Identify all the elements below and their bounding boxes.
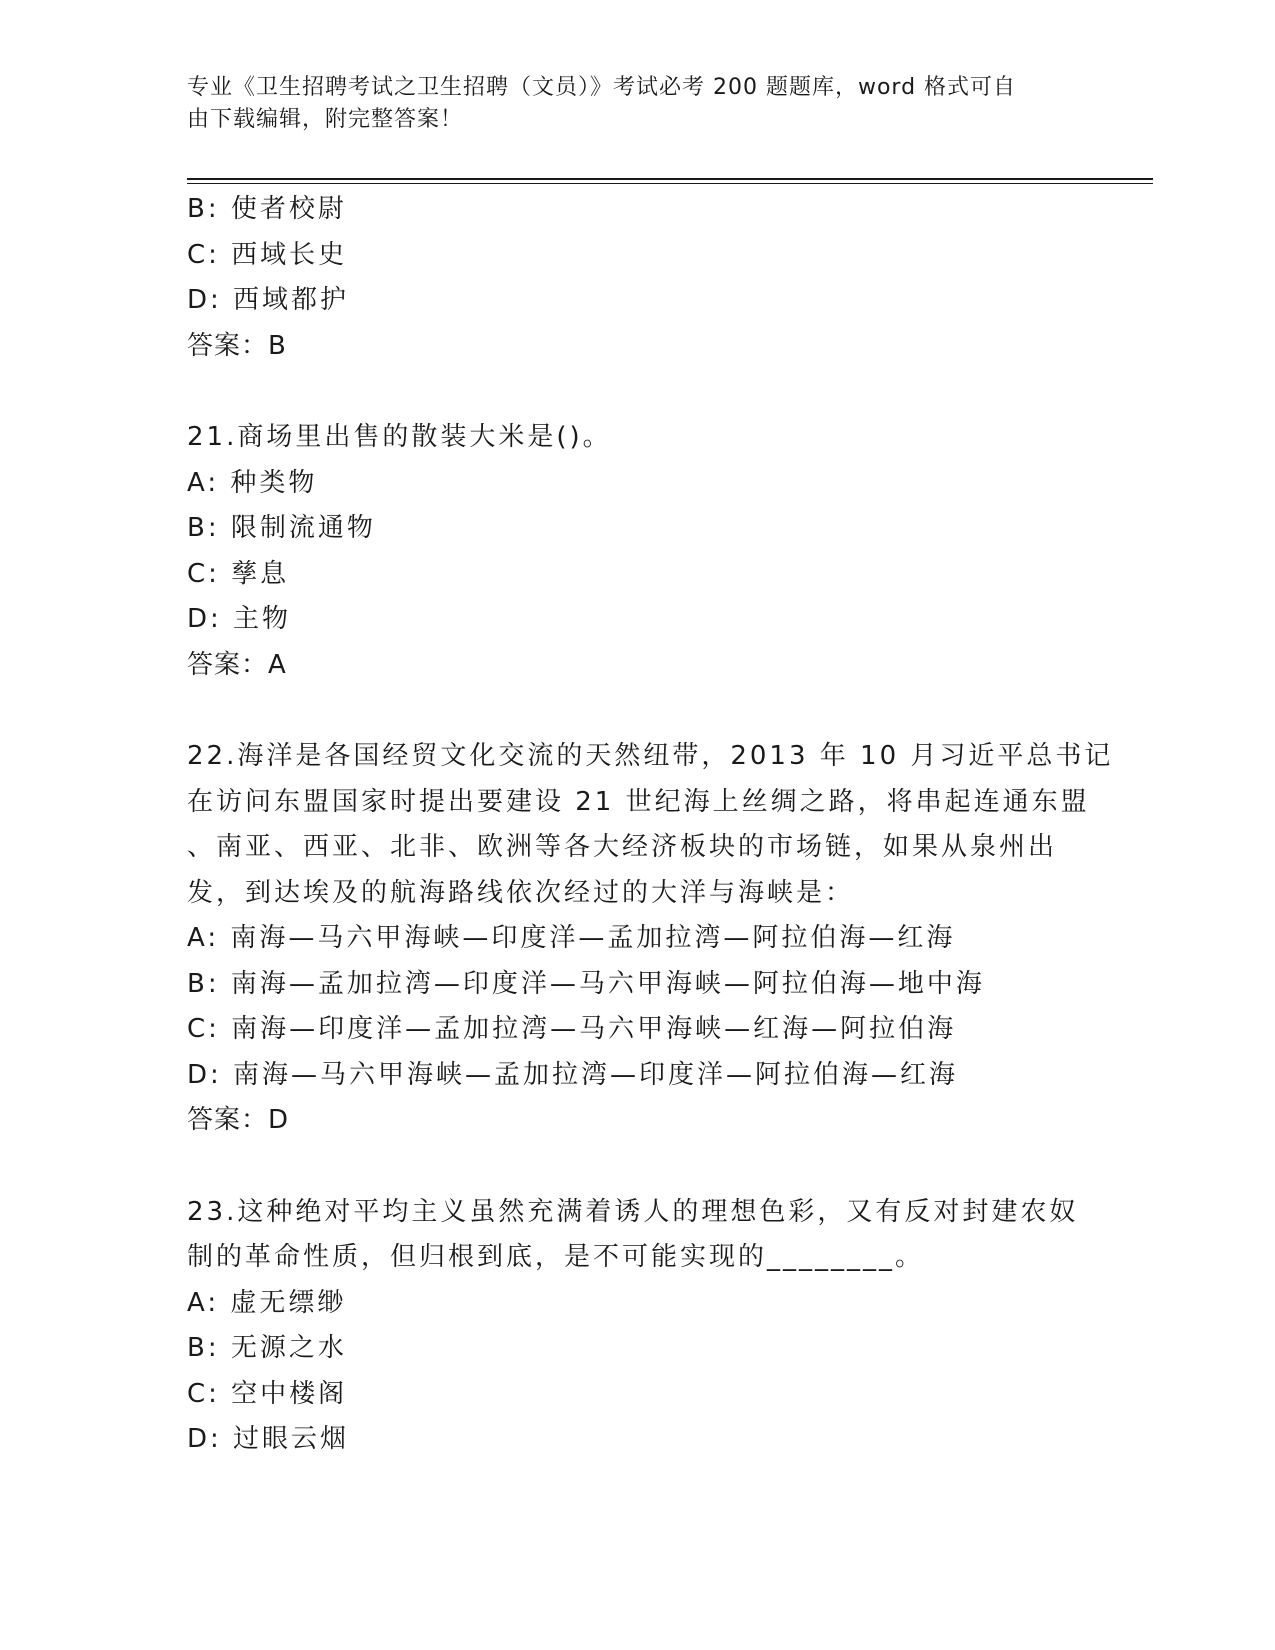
question-20 — [187, 187, 1087, 369]
option-b: B: 南海—孟加拉湾—印度洋—马六甲海峡—阿拉伯海—地中海 — [187, 968, 985, 999]
option-b: B: 无源之水 — [187, 1333, 347, 1363]
question-stem-line-4: 发，到达埃及的航海路线依次经过的大洋与海峡是： — [187, 877, 855, 908]
option-d: D: 过眼云烟 — [187, 1424, 350, 1454]
question-stem-line-1: 23.这种绝对平均主义虽然充满着诱人的理想色彩，又有反对封建农奴 — [187, 1196, 1079, 1227]
question-23 — [187, 1190, 1087, 1463]
option-c: C: 空中楼阁 — [187, 1378, 348, 1409]
answer-label: 答案：A — [187, 649, 287, 680]
question-stem-line-1: 22.海洋是各国经贸文化交流的天然纽带，2013 年 10 月习近平总书记 — [187, 741, 1114, 771]
question-stem-line-2: 在访问东盟国家时提出要建设 21 世纪海上丝绸之路，将串起连通东盟 — [187, 786, 1090, 817]
header-line-2: 由下载编辑，附完整答案！ — [187, 107, 464, 132]
answer-label: 答案：B — [187, 330, 287, 361]
question-list — [187, 187, 1114, 1463]
option-c: C: 西域长史 — [187, 239, 348, 270]
page-header — [187, 72, 1087, 136]
option-d: D: 西域都护 — [187, 285, 350, 315]
option-b: B: 使者校尉 — [187, 194, 347, 224]
question-22 — [187, 734, 1114, 1144]
option-d: D: 南海—马六甲海峡—孟加拉湾—印度洋—阿拉伯海—红海 — [187, 1059, 959, 1090]
question-stem: 21.商场里出售的散装大米是()。 — [187, 422, 612, 452]
option-a: A: 南海—马六甲海峡—印度洋—孟加拉湾—阿拉伯海—红海 — [187, 923, 956, 953]
option-a: A: 虚无缥缈 — [187, 1287, 347, 1318]
option-a: A: 种类物 — [187, 467, 318, 498]
question-21 — [187, 415, 1087, 688]
header-rule-thin — [187, 183, 1153, 184]
option-b: B: 限制流通物 — [187, 513, 376, 543]
option-d: D: 主物 — [187, 604, 292, 634]
answer-label: 答案：D — [187, 1105, 290, 1135]
question-stem-line-2: 制的革命性质，但归根到底，是不可能实现的________。 — [187, 1242, 925, 1272]
option-c: C: 孳息 — [187, 558, 290, 589]
header-rule-thick — [187, 178, 1153, 180]
header-line-1: 专业《卫生招聘考试之卫生招聘（文员）》考试必考 200 题题库，word 格式可自 — [187, 75, 1017, 100]
question-stem-line-3: 、南亚、西亚、北非、欧洲等各大经济板块的市场链，如果从泉州出 — [187, 832, 1058, 862]
option-c: C: 南海—印度洋—孟加拉湾—马六甲海峡—红海—阿拉伯海 — [187, 1014, 957, 1044]
